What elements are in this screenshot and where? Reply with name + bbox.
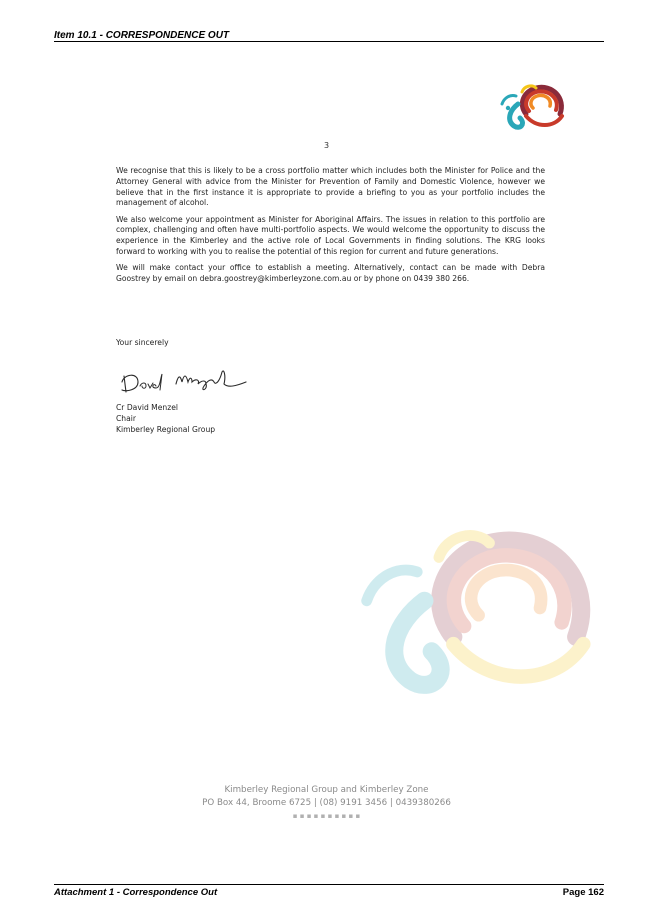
kimberley-regional-group-watermark bbox=[345, 488, 605, 728]
signatory-role: Chair bbox=[116, 414, 137, 423]
letter-closing: Your sincerely bbox=[116, 338, 169, 347]
signature-block bbox=[116, 402, 215, 435]
signatory-name: Cr David Menzel bbox=[116, 403, 178, 412]
letter-paragraph: We also welcome your appointment as Minister for Aboriginal Affairs. The issues in relation to this portfolio are complex, challenging and often have multi-portfolio aspects. We would welcome the opportunity to discuss the experience in the Kimberley and the active role of Local Governments in finding solutions. The KRG looks forward to working with you to realise the potential of this region for current and future generations. bbox=[116, 214, 545, 257]
footer-rule bbox=[54, 884, 604, 885]
letterhead-footer bbox=[0, 784, 653, 820]
letterhead-footer-line1: Kimberley Regional Group and Kimberley Zone bbox=[224, 785, 429, 795]
header-rule bbox=[54, 41, 604, 42]
letter-page-number: 3 bbox=[323, 141, 330, 150]
letter-paragraph: We recognise that this is likely to be a cross portfolio matter which includes both the Minister for Police and the Attorney General with advice from the Minister for Prevention of Family and Domestic Violence, however we believe that in the first instance it is appropriate to provide a briefing to you as your portfolio includes the management of alcohol. bbox=[116, 166, 545, 208]
footer-attachment-label: Attachment 1 - Correspondence Out bbox=[54, 887, 218, 898]
letterhead-footer-cut-line: ▪ ▪ ▪ ▪ ▪ ▪ ▪ ▪ ▪ ▪ bbox=[292, 812, 361, 820]
letter-paragraph: We will make contact your office to establish a meeting. Alternatively, contact can be made with Debra Goostrey by email on debra.goostrey@kimberleyzone.com.au or by phone on 0439 380 266. bbox=[116, 263, 545, 284]
letterhead-footer-line2: PO Box 44, Broome 6725 | (08) 9191 3456 | 0439380266 bbox=[202, 798, 451, 808]
kimberley-regional-group-logo bbox=[496, 76, 568, 136]
letter-body bbox=[116, 166, 545, 290]
signatory-organisation: Kimberley Regional Group bbox=[116, 425, 216, 434]
handwritten-signature bbox=[116, 360, 256, 400]
footer-page-label: Page 162 bbox=[562, 887, 604, 898]
page-header-title: Item 10.1 - CORRESPONDENCE OUT bbox=[54, 30, 230, 41]
